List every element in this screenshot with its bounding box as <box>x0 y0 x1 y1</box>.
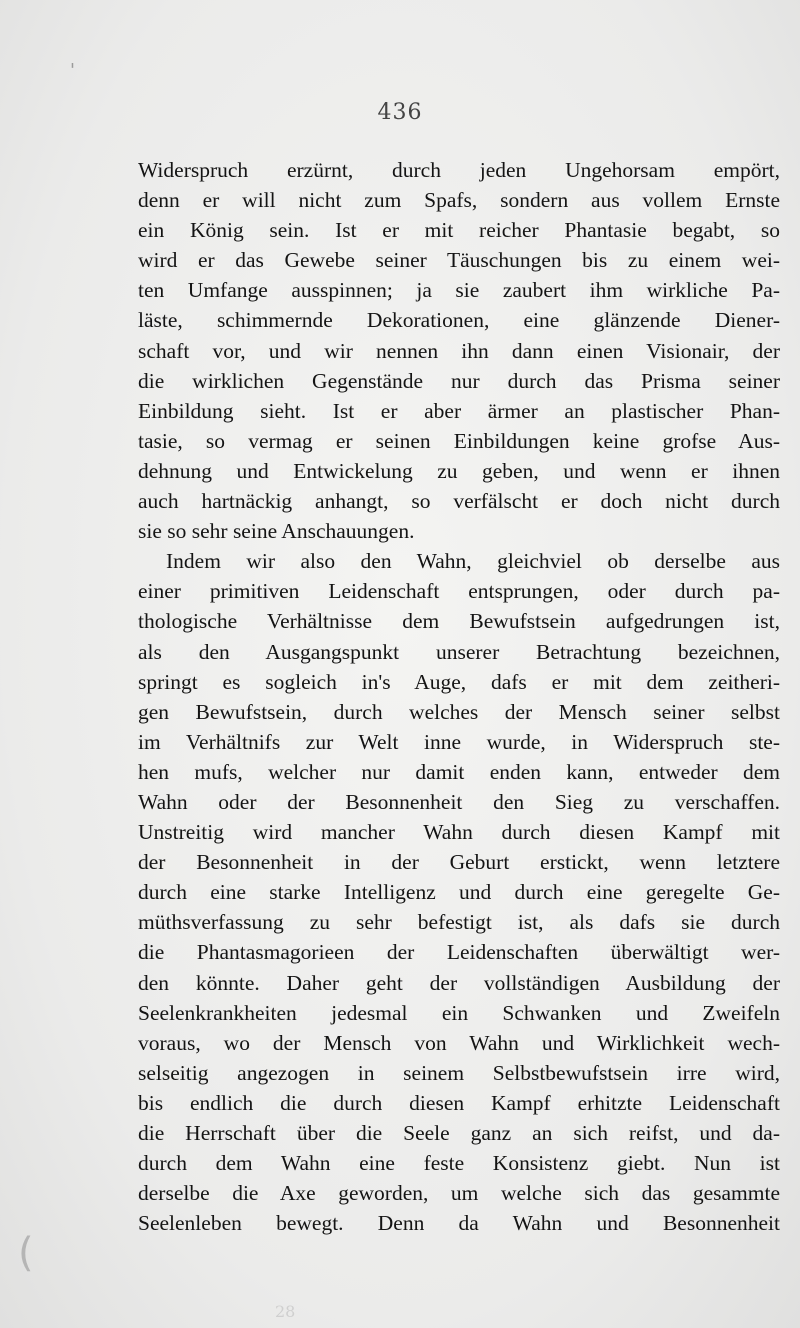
text-line: auch hartnäckig anhangt, so verfälscht er doch nicht durch <box>138 489 780 514</box>
text-line: sie so sehr seine Anschauungen. <box>138 519 415 544</box>
text-line: durch dem Wahn eine feste Konsistenz giebt. Nun ist <box>138 1151 780 1176</box>
text-line: Seelenleben bewegt. Denn da Wahn und Besonnenheit <box>138 1211 780 1236</box>
text-line: ein König sein. Ist er mit reicher Phantasie begabt, so <box>138 218 780 243</box>
text-line: Indem wir also den Wahn, gleichviel ob derselbe aus <box>166 549 780 574</box>
text-line: derselbe die Axe geworden, um welche sich das gesammte <box>138 1181 780 1206</box>
text-line: einer primitiven Leidenschaft entsprungen, oder durch pa- <box>138 579 780 604</box>
text-line: die Herrschaft über die Seele ganz an sich reifst, und da- <box>138 1121 780 1145</box>
text-line: dehnung und Entwickelung zu geben, und wenn er ihnen <box>138 458 780 483</box>
text-line: wird er das Gewebe seiner Täuschungen bis zu einem wei- <box>138 248 780 273</box>
text-line: thologische Verhältnisse dem Bewufstsein aufgedrungen ist, <box>138 609 780 634</box>
text-line: den könnte. Daher geht der vollständigen Ausbildung der <box>138 970 780 995</box>
body-text <box>138 155 780 1238</box>
text-line: hen mufs, welcher nur damit enden kann, entweder dem <box>138 759 780 784</box>
text-line: die Phantasmagorieen der Leidenschaften überwältigt wer- <box>138 940 780 965</box>
text-line: als den Ausgangspunkt unserer Betrachtung bezeichnen, <box>138 639 780 664</box>
text-line: im Verhältnifs zur Welt inne wurde, in Widerspruch ste- <box>138 729 780 754</box>
text-line: Einbildung sieht. Ist er aber ärmer an plastischer Phan- <box>138 398 780 423</box>
text-line: ten Umfange ausspinnen; ja sie zaubert ihm wirkliche Pa- <box>138 278 780 303</box>
text-line: selseitig angezogen in seinem Selbstbewufstsein irre wird, <box>138 1060 780 1085</box>
text-line: schaft vor, und wir nennen ihn dann einen Visionair, der <box>138 338 780 363</box>
text-line: tasie, so vermag er seinen Einbildungen keine grofse Aus- <box>138 428 780 453</box>
bottom-mark: 28 <box>275 1302 296 1321</box>
text-line: denn er will nicht zum Spafs, sondern aus vollem Ernste <box>138 188 780 213</box>
text-line: gen Bewufstsein, durch welches der Mensch seiner selbst <box>138 699 780 724</box>
text-line: Unstreitig wird mancher Wahn durch diesen Kampf mit <box>138 820 780 845</box>
text-line: Widerspruch erzürnt, durch jeden Ungehorsam empört, <box>138 158 780 182</box>
text-line: durch eine starke Intelligenz und durch eine geregelte Ge- <box>138 880 780 905</box>
text-line: voraus, wo der Mensch von Wahn und Wirklichkeit wech- <box>138 1030 780 1055</box>
text-line: die wirklichen Gegenstände nur durch das Prisma seiner <box>138 368 780 393</box>
text-line: springt es sogleich in's Auge, dafs er mit dem zeitheri- <box>138 669 780 694</box>
page-number: 436 <box>377 100 423 125</box>
text-line: läste, schimmernde Dekorationen, eine glänzende Diener- <box>138 308 780 333</box>
text-line: müthsverfassung zu sehr befestigt ist, als dafs sie durch <box>138 910 780 935</box>
text-line: bis endlich die durch diesen Kampf erhitzte Leidenschaft <box>138 1090 780 1115</box>
text-line: Seelenkrankheiten jedesmal ein Schwanken und Zweifeln <box>138 1000 780 1025</box>
margin-mark-top: ' <box>70 60 75 81</box>
text-line: Wahn oder der Besonnenheit den Sieg zu verschaffen. <box>138 789 780 814</box>
text-line: der Besonnenheit in der Geburt erstickt, wenn letztere <box>138 850 780 875</box>
margin-mark-left: ( <box>18 1230 34 1276</box>
